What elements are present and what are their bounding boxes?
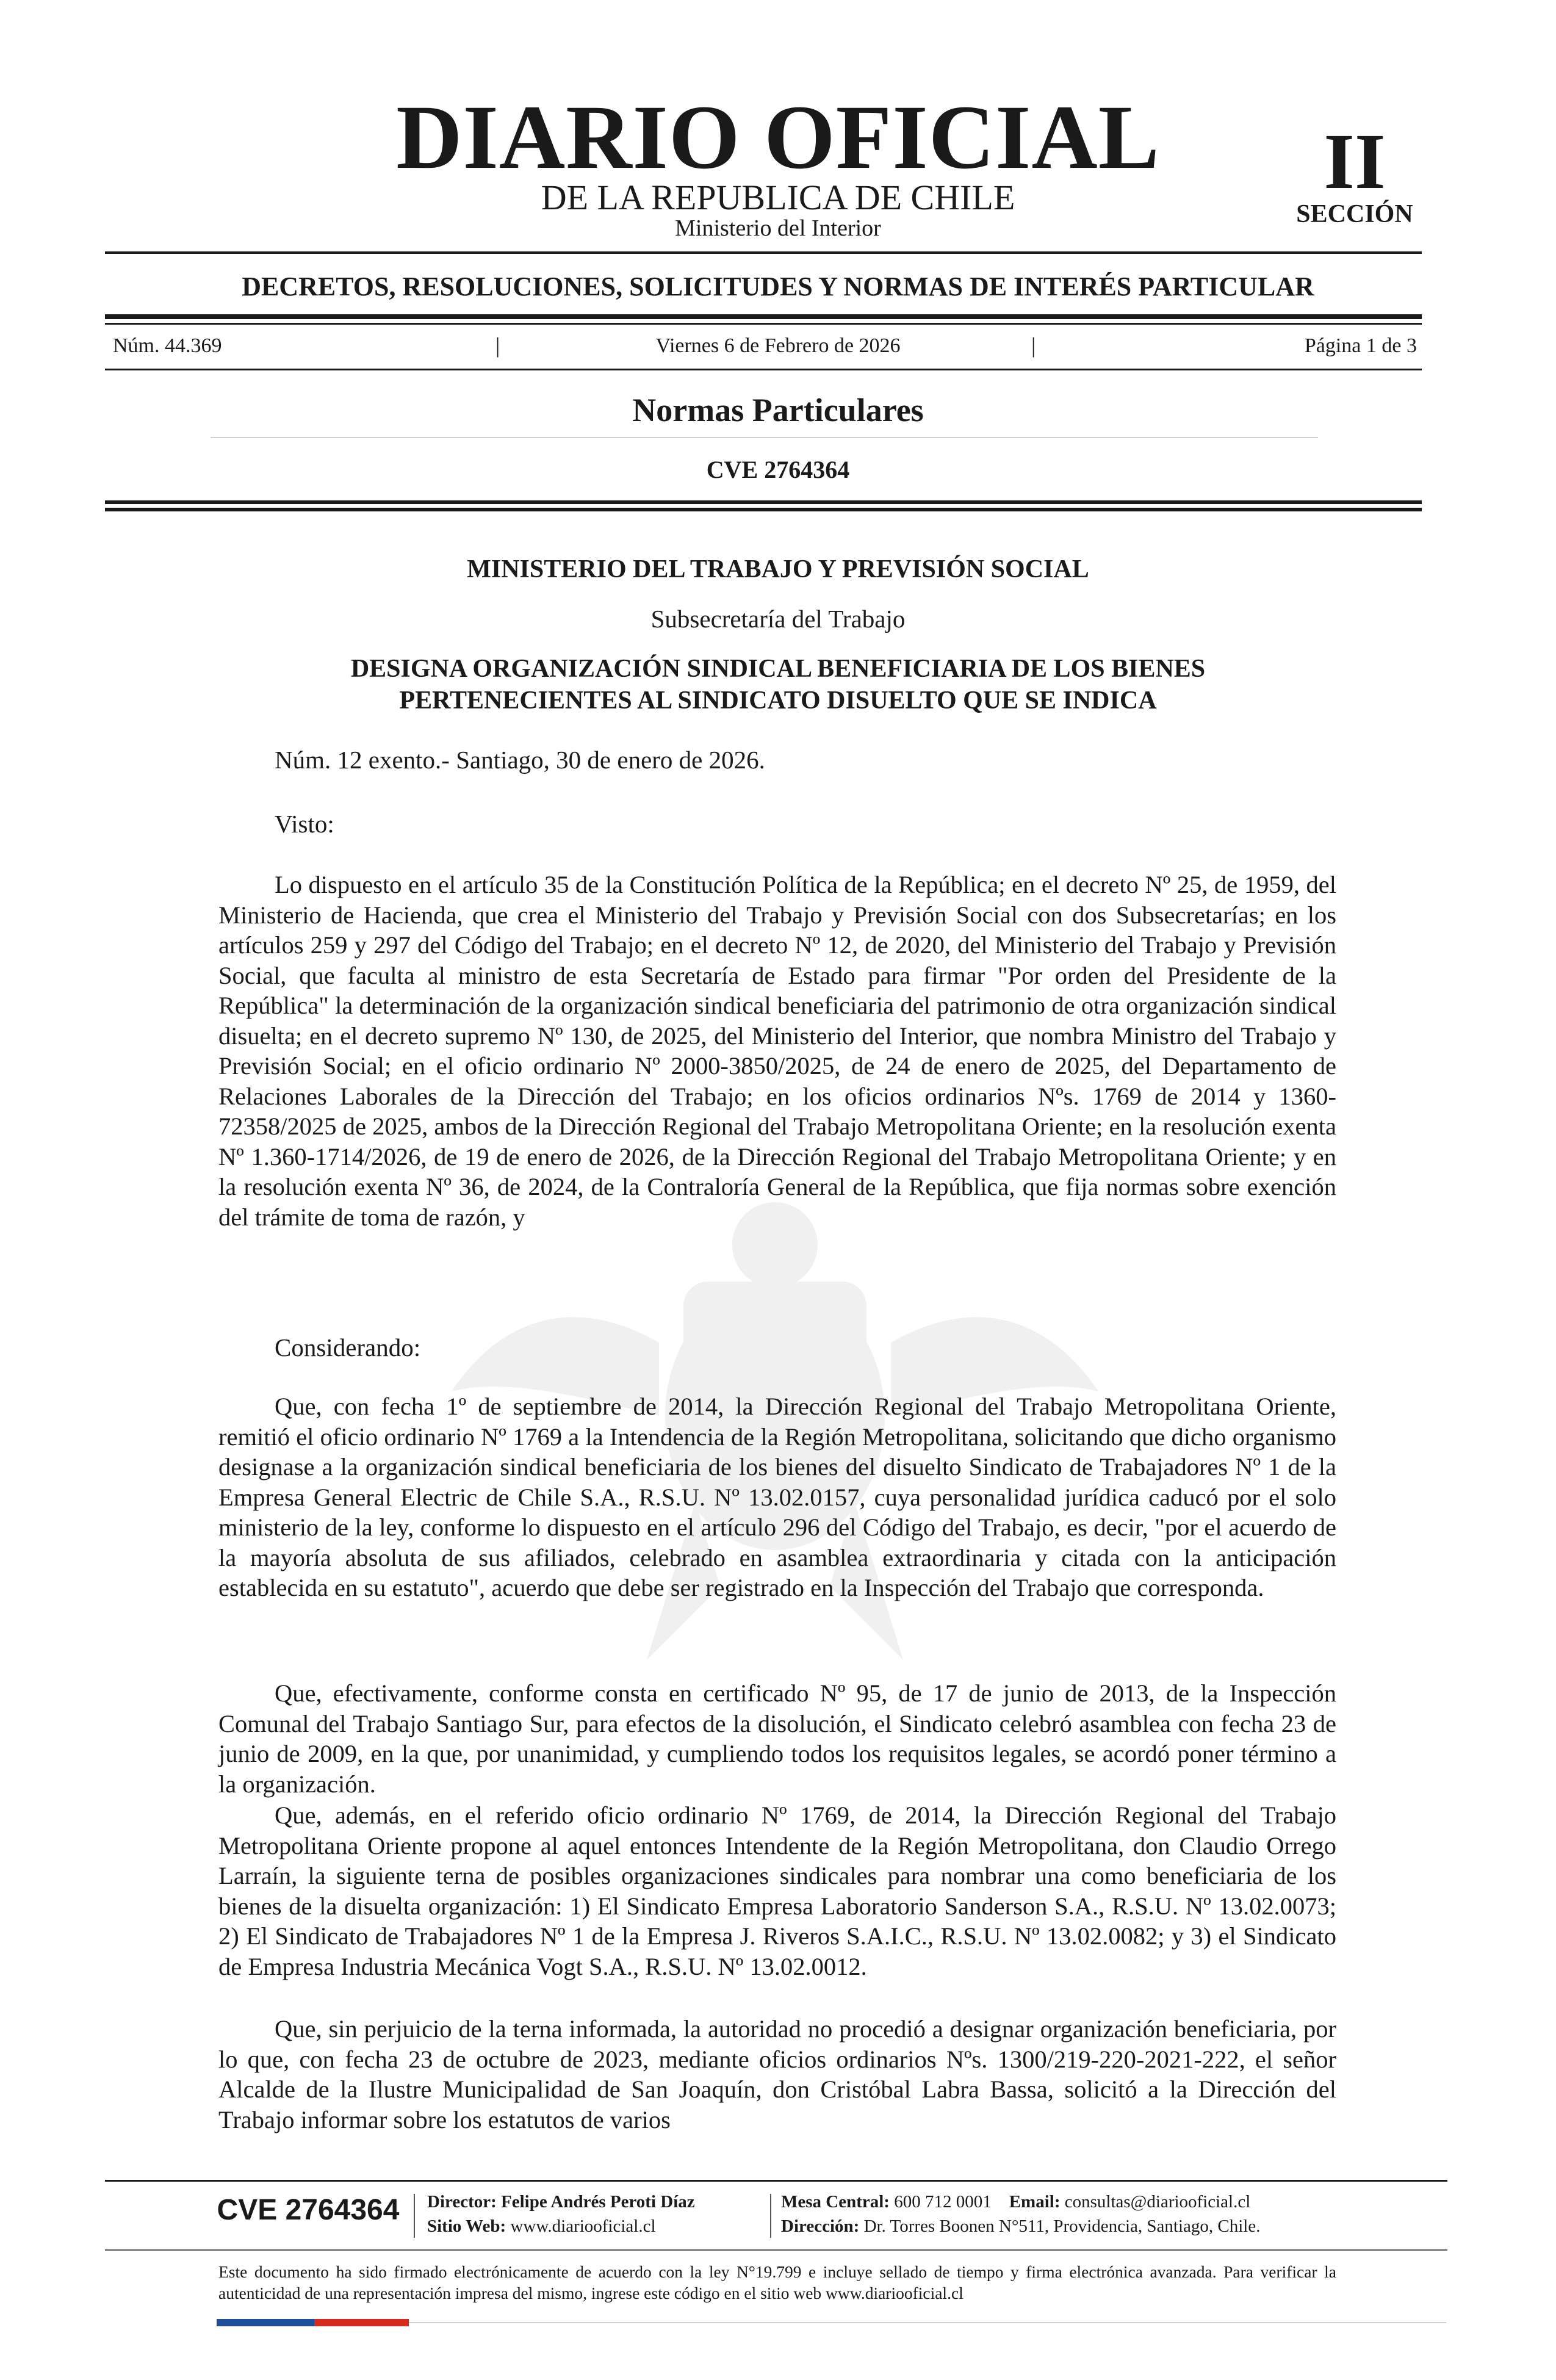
cve-rule-bottom [105, 508, 1422, 511]
visto-paragraph: Lo dispuesto en el artículo 35 de la Constitución Política de la República; en el decreto Nº 25, de 1959, del Ministerio de Hacienda, que crea el Ministerio del Trabajo y Previsión Social con dos Subsecretarías; en los artículos 259 y 297 del Código del Trabajo; en el decreto Nº 12, de 2020, del Ministerio del Trabajo y Previsión Social, que faculta al ministro de esta Secretaría de Estado para firmar "Por orden del Presidente de la República" la determinación de la organización sindical beneficiaria del patrimonio de otra organización sindical disuelta; en el decreto supremo Nº 130, de 2025, del Ministerio del Interior, que nombra Ministro del Trabajo y Previsión Social; en el oficio ordinario Nº 2000-3850/2025, de 24 de enero de 2025, del Departamento de Relaciones Laborales de la Dirección del Trabajo; en los oficios ordinarios Nºs. 1769 de 2014 y 1360-72358/2025 de 2025, ambos de la Dirección Regional del Trabajo Metropolitana Oriente; en la resolución exenta Nº 1.360-1714/2026, de 19 de enero de 2026, de la Dirección Regional del Trabajo Metropolitana Oriente; y en la resolución exenta Nº 36, de 2024, de la Contraloría General de la República, que fija normas sobre exención del trámite de toma de razón, y [218, 871, 1336, 1231]
masthead-rule [105, 251, 1422, 254]
issue-number: Núm. 44.369 [113, 334, 222, 357]
considerando-label: Considerando: [275, 1333, 421, 1361]
footer-rule-top [105, 2180, 1447, 2182]
considerando-paragraph: Que, sin perjuicio de la terna informada, la autoridad no procedió a designar organización beneficiaria, por lo que, con fecha 23 de octubre de 2023, mediante oficios ordinarios Nºs. 1300/219-220-2021-222, el señor Alcalde de la Ilustre Municipalidad de San Joaquín, don Cristóbal Labra Bassa, solicitó a la Dirección del Trabajo informar sobre los estatutos de varios [218, 2015, 1336, 2133]
section-heading: Normas Particulares [632, 392, 924, 428]
issue-bar-rule [105, 369, 1422, 370]
issue-separator: | [1031, 333, 1036, 358]
footer-rule-middle [105, 2249, 1447, 2251]
considerando-paragraph: Que, con fecha 1º de septiembre de 2014, la Dirección Regional del Trabajo Metropolitana Oriente, remitió el oficio ordinario Nº 1769 a la Intendencia de la Región Metropolitana, solicitando que dicho organismo designase a la organización sindical beneficiaria de los bienes del disuelto Sindicato de Trabajadores Nº 1 de la Empresa General Electric de Chile S.A., R.S.U. Nº 13.02.0157, cuya personalidad jurídica caducó por el solo ministerio de la ley, conforme lo dispuesto en el artículo 296 del Código del Trabajo, es decir, "por el acuerdo de la mayoría absoluta de sus afiliados, celebrado en asamblea extraordinaria y citada con la anticipación establecida en su estatuto", acuerdo que debe ser registrado en la Inspección del Trabajo que corresponda. [218, 1393, 1336, 1601]
footer-cve-code: CVE 2764364 [217, 2194, 400, 2226]
footer-divider [770, 2194, 771, 2238]
subsecretaria: Subsecretaría del Trabajo [650, 605, 906, 633]
section-numeral: II [1324, 118, 1386, 206]
footer-rule-bottom [409, 2322, 1446, 2323]
newspaper-ministry: Ministerio del Interior [675, 215, 881, 241]
cve-rule-top [105, 500, 1422, 504]
footer-address: Dirección: Dr. Torres Boonen N°511, Providencia, Santiago, Chile. [781, 2216, 1261, 2236]
document-title: DESIGNA ORGANIZACIÓN SINDICAL BENEFICIARIA DE LOS BIENES PERTENECIENTES AL SINDICATO DISUELTO QUE SE INDICA [350, 655, 1206, 715]
section-heading-rule [211, 437, 1318, 438]
category-rule-bottom [105, 323, 1422, 325]
issue-separator: | [495, 333, 500, 358]
footer-contact: Mesa Central: 600 712 0001 Email: consultas@diariooficial.cl [781, 2192, 1251, 2212]
considerando-paragraph: Que, efectivamente, conforme consta en certificado Nº 95, de 17 de junio de 2013, de la Inspección Comunal del Trabajo Santiago Sur, para efectos de la disolución, el Sindicato celebró asamblea con fecha 23 de junio de 2009, en la que, por unanimidad, y cumpliendo todos los requisitos legales, se acordó poner término a la organización. [218, 1679, 1336, 1798]
category-line: DECRETOS, RESOLUCIONES, SOLICITUDES Y NORMAS DE INTERÉS PARTICULAR [242, 272, 1314, 301]
newspaper-title: DIARIO OFICIAL [396, 87, 1160, 188]
newspaper-subtitle: DE LA REPUBLICA DE CHILE [541, 178, 1015, 217]
email-link[interactable]: consultas@diariooficial.cl [1064, 2192, 1251, 2212]
issue-date: Viernes 6 de Febrero de 2026 [655, 334, 901, 357]
flag-stripe-red [314, 2319, 409, 2326]
flag-stripe-blue [217, 2319, 314, 2326]
section-label: SECCIÓN [1296, 200, 1413, 228]
decree-number: Núm. 12 exento.- Santiago, 30 de enero de 2026. [275, 746, 765, 774]
considerando-paragraph: Que, además, en el referido oficio ordinario Nº 1769, de 2014, la Dirección Regional del Trabajo Metropolitana Oriente propone al aquel entonces Intendente de la Región Metropolitana, don Claudio Orrego Larraín, la siguiente terna de posibles organizaciones sindicales para nombrar una como beneficiaria de los bienes de la disuelta organización: 1) El Sindicato Empresa Laboratorio Sanderson S.A., R.S.U. Nº 13.02.0073; 2) El Sindicato de Trabajadores Nº 1 de la Empresa J. Riveros S.A.I.C., R.S.U. Nº 13.02.0082; y 3) el Sindicato de Empresa Industria Mecánica Vogt S.A., R.S.U. Nº 13.02.0012. [218, 1801, 1336, 1980]
cve-code: CVE 2764364 [706, 456, 850, 483]
visto-label: Visto: [275, 810, 334, 838]
website-link[interactable]: www.diariooficial.cl [510, 2216, 656, 2236]
footer-divider [414, 2194, 415, 2238]
issuing-ministry: MINISTERIO DEL TRABAJO Y PREVISIÓN SOCIAL [467, 555, 1089, 583]
category-rule-top [105, 314, 1422, 319]
footer-website: Sitio Web: www.diariooficial.cl [427, 2216, 656, 2236]
footer-legal-notice: Este documento ha sido firmado electrónicamente de acuerdo con la ley N°19.799 e incluye sellado de tiempo y firma electrónica avanzada. Para verificar la autenticidad de una representación impresa del mismo, ingrese este código en el sitio web www.diariooficial.cl [218, 2262, 1336, 2302]
footer-director: Director: Felipe Andrés Peroti Díaz [427, 2192, 695, 2212]
page-counter: Página 1 de 3 [1304, 334, 1417, 357]
